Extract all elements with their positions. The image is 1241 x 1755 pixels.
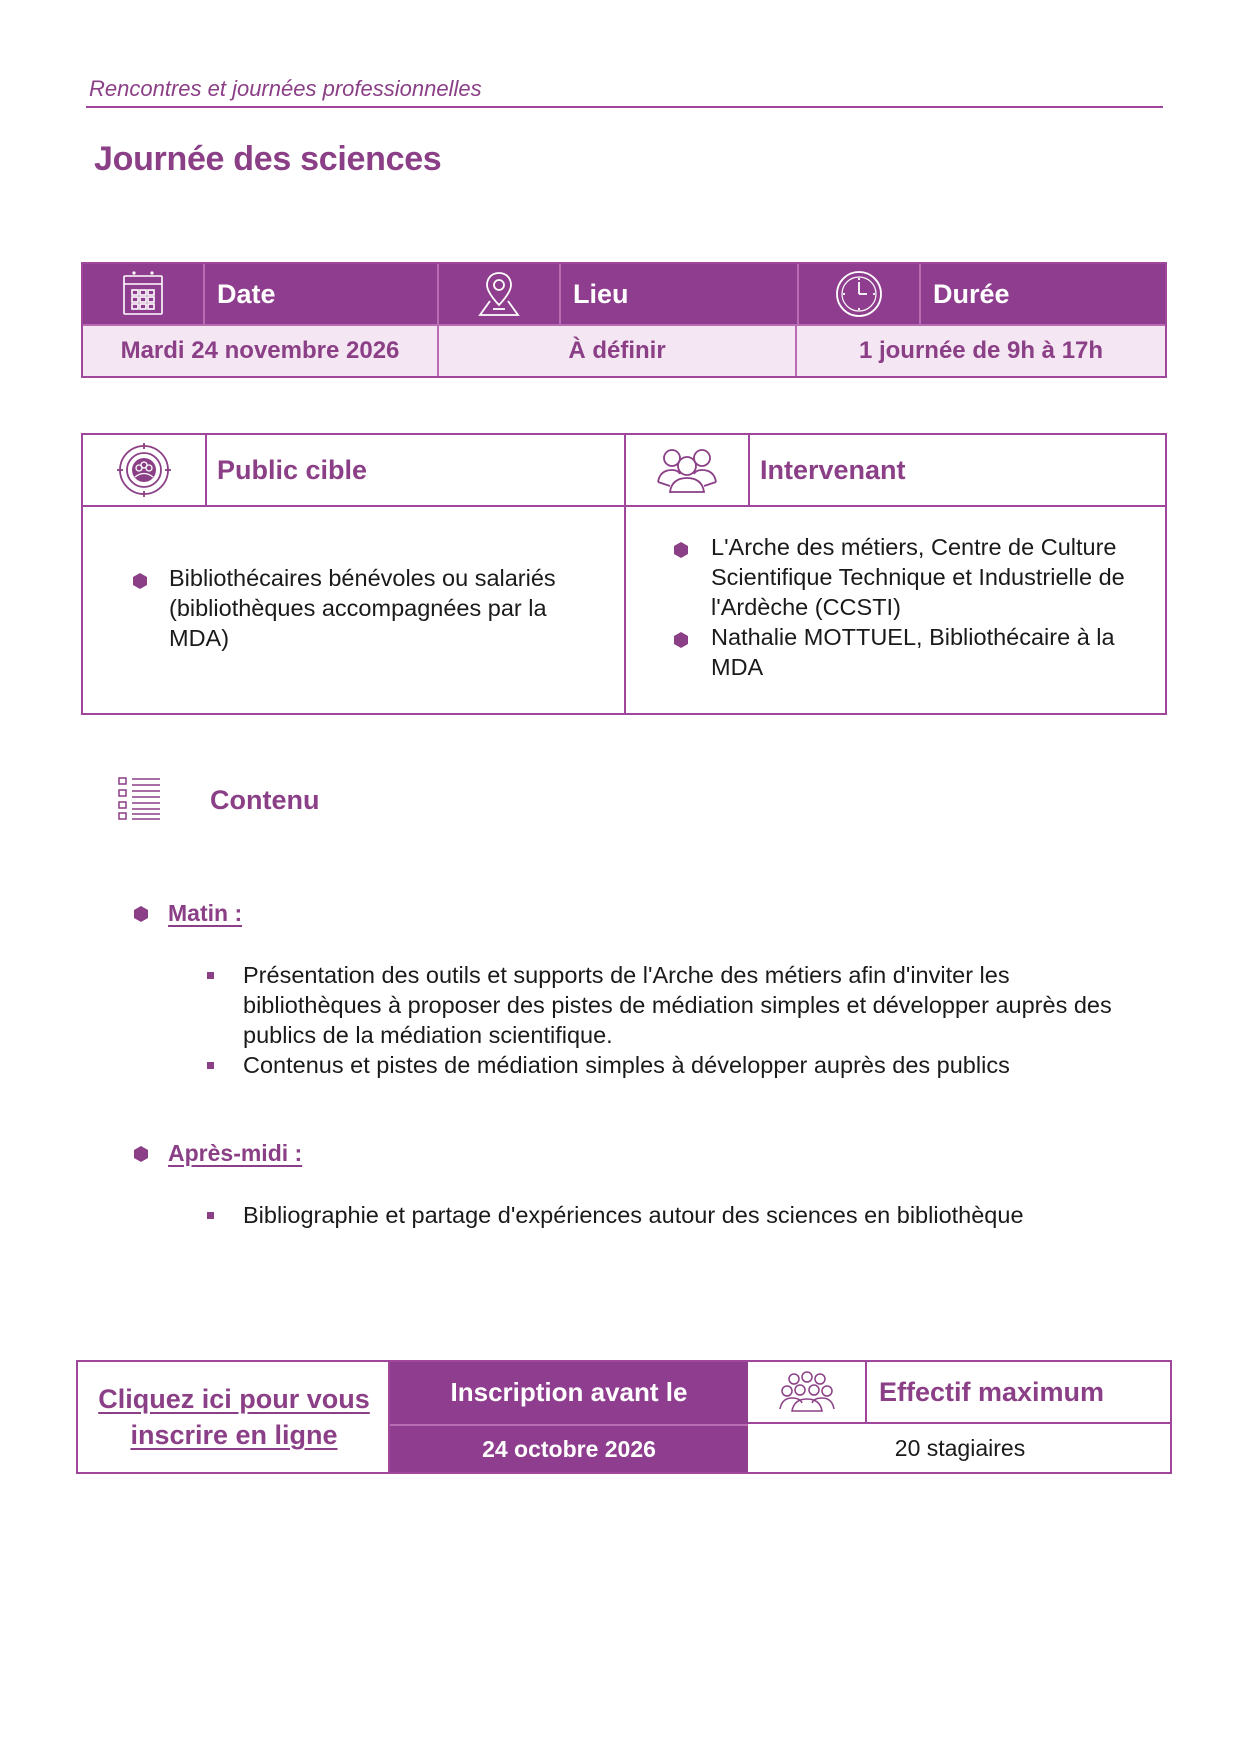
info-table	[81, 262, 1167, 378]
register-link[interactable]	[98, 1381, 370, 1453]
page-title: Journée des sciences	[94, 140, 442, 178]
bullet-hex-icon	[133, 1146, 149, 1162]
bullet-square-icon	[207, 972, 214, 979]
bullet-hex-icon	[133, 906, 149, 922]
bullet-square-icon	[207, 1062, 214, 1069]
section-title: Rencontres et journées professionnelles	[89, 76, 482, 101]
intervenant-item: Nathalie MOTTUEL, Bibliothécaire à la MDA	[711, 624, 1115, 680]
register-link-line2[interactable]: inscrire en ligne	[130, 1420, 338, 1450]
public-intervenant-table	[81, 433, 1167, 715]
bullet-square-icon	[207, 1212, 214, 1219]
bullet-hex-icon	[673, 542, 689, 558]
register-link-line1[interactable]: Cliquez ici pour vous	[98, 1384, 370, 1414]
lieu-label: Lieu	[561, 264, 799, 324]
section-matin-title: Matin :	[168, 900, 243, 926]
duree-value: 1 journée de 9h à 17h	[858, 337, 1104, 364]
content-item: Contenus et pistes de médiation simples à développer auprès des publics	[243, 1052, 1010, 1078]
deadline-cell	[390, 1362, 748, 1472]
map-pin-icon	[439, 264, 561, 324]
intervenant-label: Intervenant	[760, 454, 906, 485]
intervenant-item: L'Arche des métiers, Centre de Culture Scientifique Technique et Industrielle de l'Ardèche (CCSTI)	[711, 534, 1125, 620]
list-icon	[118, 776, 162, 825]
date-value: Mardi 24 novembre 2026	[83, 326, 439, 376]
date-label: Date	[205, 264, 439, 324]
section-apres-midi-title: Après-midi :	[168, 1140, 303, 1166]
deadline-label: Inscription avant le	[450, 1376, 688, 1407]
bullet-hex-icon	[132, 573, 148, 589]
effectif-value: 20 stagiaires	[894, 1434, 1026, 1461]
clock-icon	[799, 264, 921, 324]
register-link-cell[interactable]	[78, 1362, 390, 1472]
effectif-label: Effectif maximum	[879, 1376, 1105, 1407]
info-value-row	[83, 326, 1165, 376]
content-item: Bibliographie et partage d'expériences autour des sciences en bibliothèque	[243, 1202, 1024, 1228]
inscription-table	[76, 1360, 1172, 1474]
contenu-title: Contenu	[210, 785, 320, 815]
lieu-value: À définir	[439, 326, 797, 376]
calendar-icon	[83, 264, 205, 324]
duree-label: Durée	[933, 278, 1010, 309]
info-header-row	[83, 264, 1165, 324]
crowd-icon	[748, 1362, 867, 1422]
deadline-value: 24 octobre 2026	[390, 1424, 748, 1472]
public-divider	[83, 505, 1165, 507]
header-section	[86, 74, 1163, 108]
target-icon	[83, 435, 205, 505]
bullet-hex-icon	[673, 632, 689, 648]
public-label: Public cible	[217, 454, 368, 485]
group-icon	[626, 435, 748, 505]
content-item: Présentation des outils et supports de l'Arche des métiers afin d'inviter les bibliothèques à proposer des pistes de médiation simples et développer auprès des publics de la médiation scientifique.	[243, 962, 1112, 1048]
public-item: Bibliothécaires bénévoles ou salariés (bibliothèques accompagnées par la MDA)	[169, 565, 556, 651]
